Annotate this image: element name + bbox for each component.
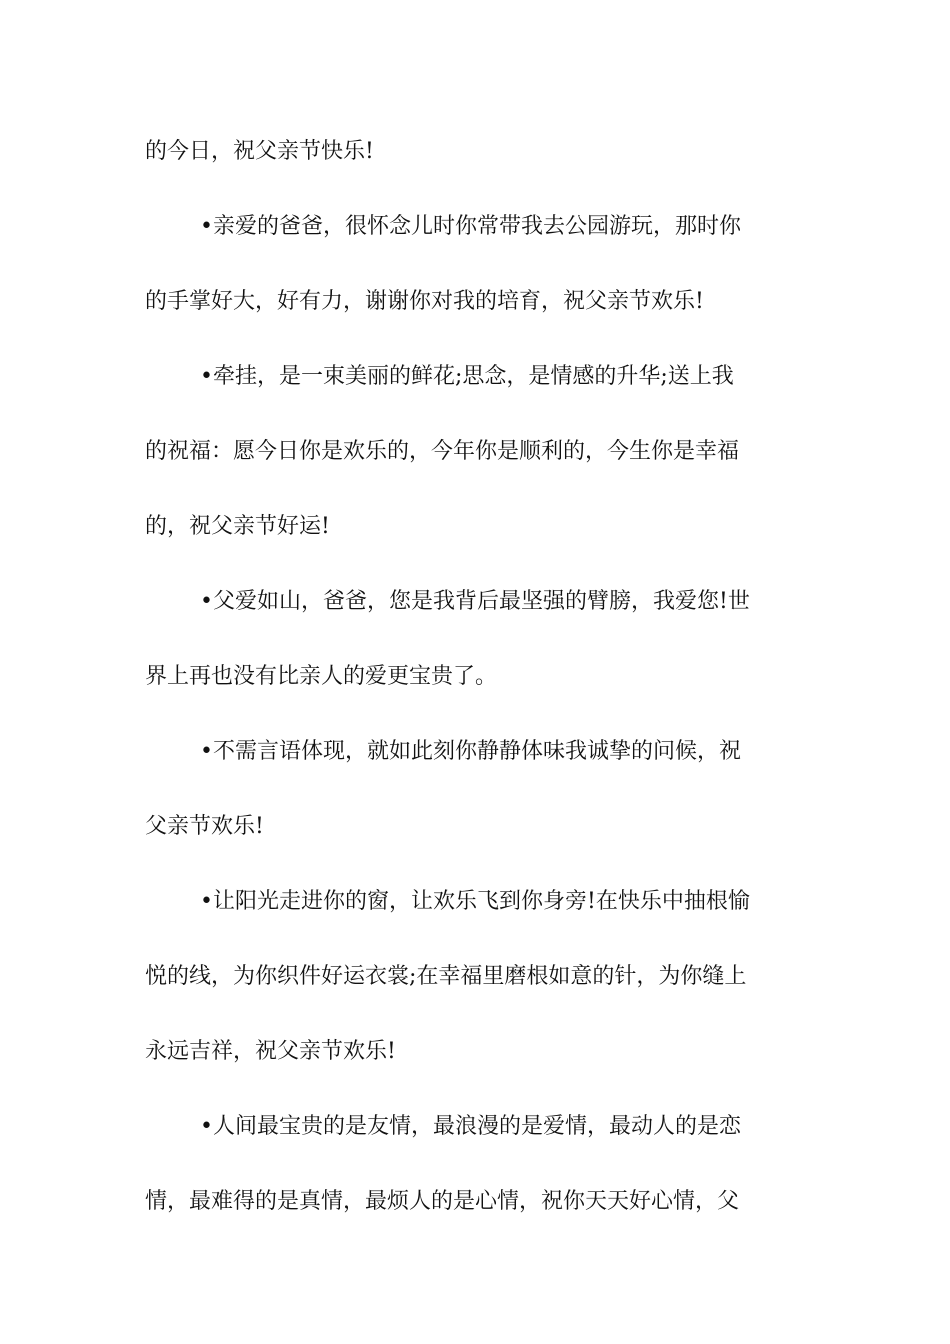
text-line: 悦的线，为你织件好运衣裳;在幸福里磨根如意的针，为你缝上 <box>145 964 747 989</box>
text-line: 情，最难得的是真情，最烦人的是心情，祝你天天好心情，父 <box>145 1189 740 1214</box>
text-line: 的手掌好大，好有力，谢谢你对我的培育，祝父亲节欢乐! <box>145 289 704 314</box>
text-line: 的，祝父亲节好运! <box>145 514 330 539</box>
text-line: •牵挂，是一束美丽的鲜花;思念，是情感的升华;送上我 <box>200 364 734 389</box>
text-line: 的今日，祝父亲节快乐! <box>145 139 374 164</box>
text-line: 的祝福：愿今日你是欢乐的，今年你是顺利的，今生你是幸福 <box>145 439 740 464</box>
text-line: •不需言语体现，就如此刻你静静体味我诚挚的问候，祝 <box>200 739 741 764</box>
text-line: 永远吉祥，祝父亲节欢乐! <box>145 1039 396 1064</box>
document-body <box>145 114 805 1239</box>
text-line: •父爱如山，爸爸，您是我背后最坚强的臂膀，我爱您!世 <box>200 589 750 614</box>
text-line: •人间最宝贵的是友情，最浪漫的是爱情，最动人的是恋 <box>200 1114 741 1139</box>
text-line: •亲爱的爸爸，很怀念儿时你常带我去公园游玩，那时你 <box>200 214 741 239</box>
text-line: •让阳光走进你的窗，让欢乐飞到你身旁!在快乐中抽根愉 <box>200 889 750 914</box>
text-line: 父亲节欢乐! <box>145 814 264 839</box>
text-line: 界上再也没有比亲人的爱更宝贵了。 <box>145 664 498 689</box>
